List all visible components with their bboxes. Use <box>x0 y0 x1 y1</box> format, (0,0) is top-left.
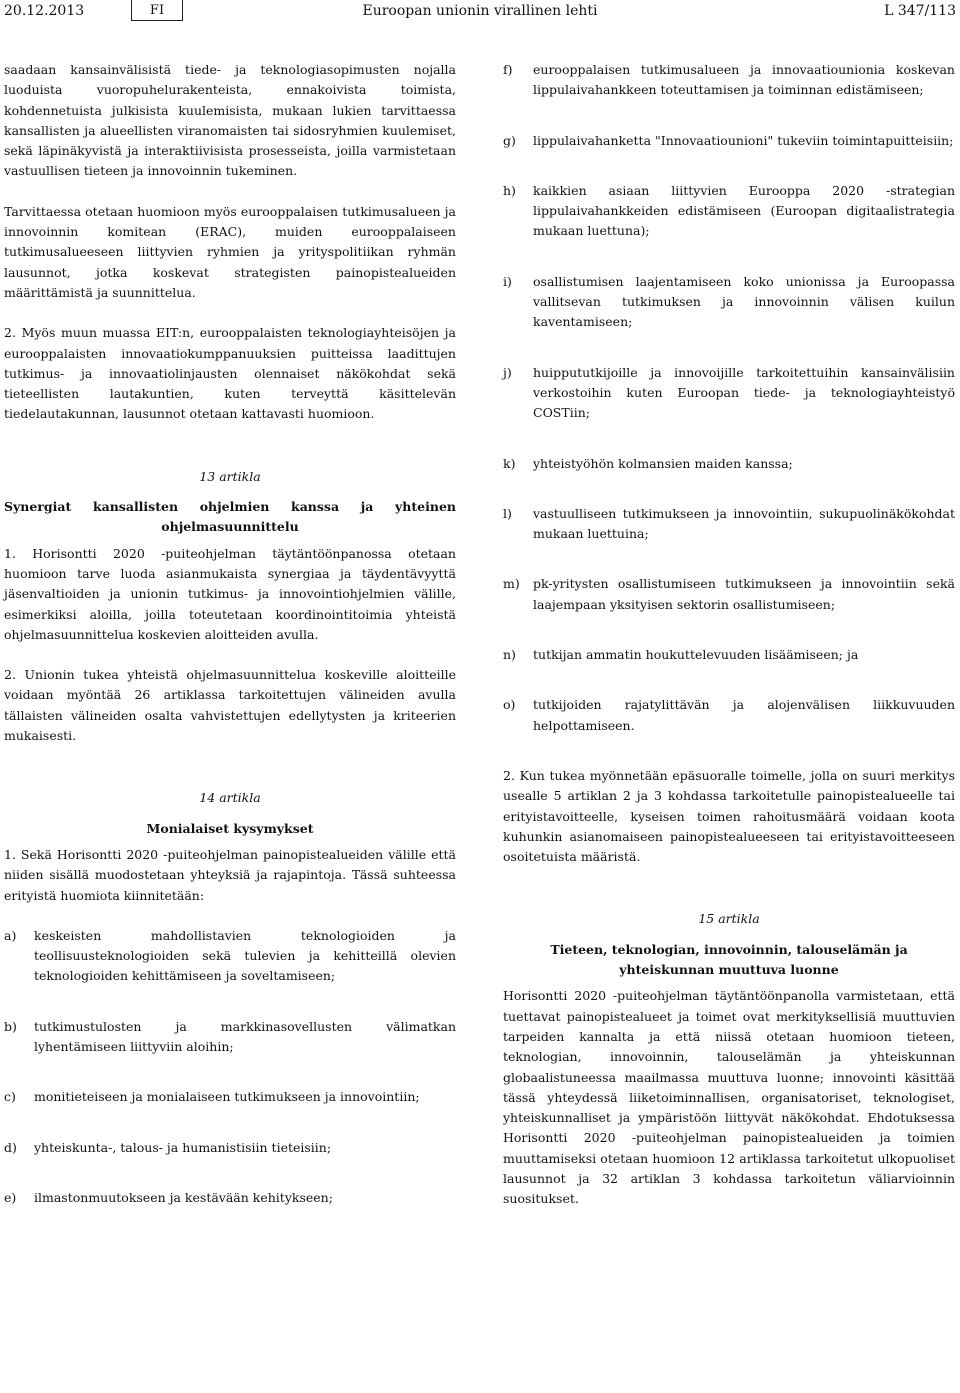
list-item <box>503 181 955 242</box>
list-item-label: j) <box>503 364 512 380</box>
header-date: 20.12.2013 <box>4 3 85 19</box>
list-item-text: ilmastonmuutokseen ja kestävään kehitykseen; <box>34 1189 333 1205</box>
list-item <box>503 695 955 736</box>
list-item <box>503 454 955 474</box>
list-item <box>503 645 955 665</box>
page-number: L 347/113 <box>884 3 956 19</box>
list-item-label: l) <box>503 505 512 521</box>
list-item-text: osallistumisen laajentamiseen koko unionissa ja Euroopassa vallitsevan tutkimuksen ja innovoinnin välisen kuilun kaventamiseen; <box>533 273 955 330</box>
list-item-text: eurooppalaisen tutkimusalueen ja innovaatiounionia koskevan lippulaivahankkeen toteuttamisen ja toiminnan edistämiseen; <box>533 62 955 98</box>
list-item-label: d) <box>4 1139 17 1155</box>
list-item <box>503 131 955 151</box>
list-item-label: e) <box>4 1189 17 1205</box>
list-item-text: tutkijoiden rajatylittävän ja alojenvälisen liikkuvuuden helpottamiseen. <box>533 697 955 733</box>
list-item-text: monitieteiseen ja monialaiseen tutkimukseen ja innovointiin; <box>34 1089 420 1105</box>
list-item-label: b) <box>4 1018 17 1034</box>
list-item-label: m) <box>503 576 520 592</box>
article-title: Tieteen, teknologian, innovoinnin, talouselämän ja yhteiskunnan muuttuva luonne <box>550 941 908 978</box>
list-item-text: kaikkien asiaan liittyvien Eurooppa 2020 -strategian lippulaivahankkeiden edistämiseen (Euroopan digitaalistrategia mukaan luettuna); <box>533 182 955 239</box>
list-item <box>4 1017 456 1058</box>
article-number: 15 artikla <box>698 911 760 927</box>
page-header <box>0 0 960 40</box>
article-title: Monialaiset kysymykset <box>146 820 314 836</box>
right-column <box>503 60 955 1210</box>
paragraph: 2. Unionin tukea yhteistä ohjelmasuunnittelua koskeville aloitteille voidaan myöntää 26 artiklassa tarkoitettujen välineiden avulla tällaisten välineiden osalta vahvistettujen edellytysten ja kriteerien mukaisesti. <box>4 667 456 744</box>
list-item <box>4 1087 456 1107</box>
article-title: Synergiat kansallisten ohjelmien kanssa ja yhteinen ohjelmasuunnittelu <box>4 499 456 535</box>
paragraph: 1. Sekä Horisontti 2020 -puiteohjelman painopistealueiden välille että niiden sisällä muodostetaan yhteyksiä ja rajapintoja. Tässä suhteessa erityistä huomiota kiinnitetään: <box>4 846 456 903</box>
list-item <box>503 504 955 545</box>
left-column <box>4 60 456 1208</box>
list-item-text: pk-yritysten osallistumiseen tutkimukseen ja innovointiin sekä laajempaan yksityisen sektorin osallistumiseen; <box>533 576 955 612</box>
list-item-label: f) <box>503 62 513 77</box>
list-item-text: lippulaivahanketta "Innovaatiounioni" tukeviin toimintapuitteisiin; <box>533 132 954 148</box>
list-item-text: vastuulliseen tutkimukseen ja innovointiin, sukupuolinäkökohdat mukaan luettuina; <box>533 505 955 542</box>
list-item <box>503 363 955 424</box>
list-item-text: huippututkijoille ja innovoijille tarkoitettuihin kansainvälisiin verkostoihin kuten Euroopan tiede- ja teknologiayhteistyö COSTiin; <box>533 364 955 421</box>
language-badge: FI <box>131 0 183 21</box>
list-item-text: yhteistyöhön kolmansien maiden kanssa; <box>533 455 793 471</box>
list-item <box>503 574 955 615</box>
list-item-label: g) <box>503 132 516 148</box>
paragraph: Tarvittaessa otetaan huomioon myös eurooppalaisen tutkimusalueen ja innovoinnin komitean (ERAC), muiden eurooppalaiseen tutkimusalueeseen liittyvien ryhmien ja yrityspolitiikan ryhmän lausunnot, jotka koskevat strategisten painopistealueiden määrittämistä ja suunnittelua. <box>4 203 456 300</box>
list-item-text: yhteiskunta-, talous- ja humanistisiin tieteisiin; <box>34 1139 332 1155</box>
list-item-label: a) <box>4 927 17 943</box>
list-item-label: o) <box>503 697 516 713</box>
journal-title: Euroopan unionin virallinen lehti <box>362 3 598 19</box>
paragraph: saadaan kansainvälisistä tiede- ja teknologiasopimusten nojalla luoduista vuoropuhelurakenteista, ennakoivista toimista, kohdennetuista julkisista kuulemisista, mukaan lukien tarvittaessa kansallisten ja alueellisten viranomaisten tai sidosryhmien kuulemiset, sekä läpinäkyvistä ja interaktiivisista prosesseista, joilla varmistetaan vastuullisen tieteen ja innovoinnin tukeminen. <box>4 62 456 179</box>
list-item <box>4 1188 456 1208</box>
paragraph: 2. Kun tukea myönnetään epäsuoralle toimelle, jolla on suuri merkitys usealle 5 artiklan 2 ja 3 kohdassa tarkoitetulle painopistealueelle tai erityistavoitteelle, kyseisen toimen rahoitusmäärä voidaan koota kuhunkin asianomaiseen painopistealueeseen tai erityistavoitteeseen osoitetuista määristä. <box>503 767 955 865</box>
list-item-label: h) <box>503 182 516 198</box>
list-item-label: c) <box>4 1089 16 1105</box>
list-item-text: tutkimustulosten ja markkinasovellusten välimatkan lyhentämiseen liittyviin aloihin; <box>34 1018 456 1054</box>
list-item <box>503 272 955 333</box>
list-item-label: i) <box>503 273 512 289</box>
article-number: 14 artikla <box>199 790 261 806</box>
list-item-label: n) <box>503 647 516 663</box>
list-item-text: keskeisten mahdollistavien teknologioiden ja teollisuusteknologioiden sekä tulevien ja kehitteillä olevien teknologioiden kehittämiseen ja soveltamiseen; <box>34 927 456 984</box>
list-item <box>4 1138 456 1158</box>
paragraph: 2. Myös muun muassa EIT:n, eurooppalaisten teknologiayhteisöjen ja eurooppalaisten innovaatiokumppanuuksien puitteissa laadittujen tutkimus- ja innovaatiolinjausten olennaiset näkökohdat sekä tieteellisten lautakuntien, kuten terveyttä käsittelevän tiedelautakunnan, lausunnot otetaan kattavasti huomioon. <box>4 325 456 422</box>
list-item <box>503 60 955 101</box>
article-number: 13 artikla <box>199 468 261 484</box>
list-item <box>4 926 456 987</box>
list-item-text: tutkijan ammatin houkuttelevuuden lisäämiseen; ja <box>533 647 859 663</box>
paragraph: 1. Horisontti 2020 -puiteohjelman täytäntöönpanossa otetaan huomioon tarve luoda asianmukaista synergiaa ja täydentävyyttä jäsenvaltioiden ja unionin tutkimus- ja innovointiohjelmien välille, esimerkiksi aloilla, joilla toteutetaan koordinointitoimia yhteistä ohjelmasuunnittelua koskevien aloitteiden avulla. <box>4 545 456 642</box>
paragraph: Horisontti 2020 -puiteohjelman täytäntöönpanolla varmistetaan, että tuettavat painopistealueet ja toimet ovat merkityksellisiä muuttuvien tarpeiden kannalta ja että niissä otetaan huomioon tieteen, teknologian, innovoinnin, talouselämän ja yhteiskunnan globaalistuneessa maailmassa muuttuva luonne; innovointi käsittää tässä yhteydessä liiketoiminnallisen, organisatoriset, teknologiset, yhteiskunnalliset ja ympäristöön liittyvät näkökohdat. Ehdotuksessa Horisontti 2020 -puiteohjelman painopistealueiden ja toimien muuttamiseksi otetaan huomioon 12 artiklassa tarkoitetut ulkopuoliset lausunnot ja 32 artiklan 3 kohdassa tarkoitetun väliarvioinnin suositukset. <box>503 988 955 1207</box>
list-item-label: k) <box>503 455 516 471</box>
